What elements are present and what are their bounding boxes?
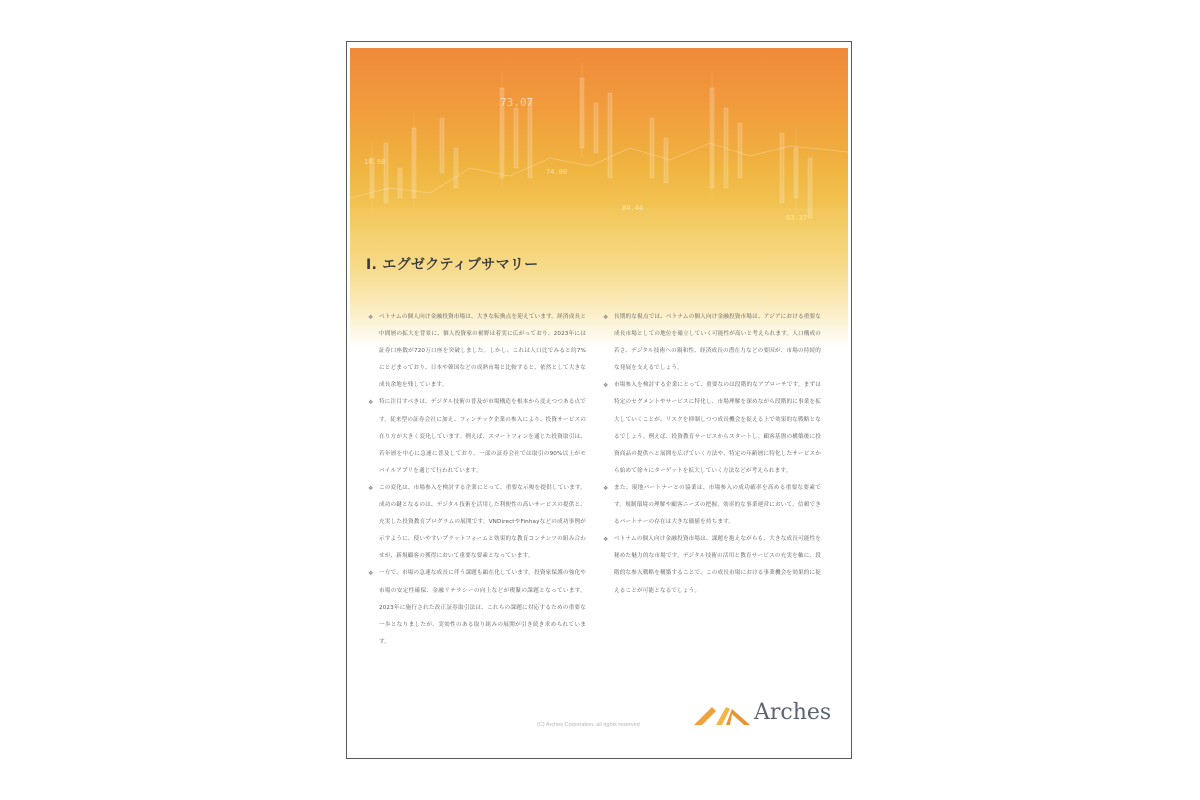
copyright-notice: (C) Arches Corporation. all rights reserved bbox=[537, 722, 640, 728]
list-item bbox=[368, 480, 586, 565]
diamond-bullet-icon: ❖ bbox=[368, 484, 374, 492]
ticker-value: 74.00 bbox=[546, 168, 568, 176]
diamond-bullet-icon: ❖ bbox=[368, 314, 374, 321]
list-item bbox=[603, 309, 821, 377]
bullet-text: この変化は、市場参入を検討する企業にとって、重要な示唆を提供しています。成功の鍵となるのは、デジタル技術を活用した利便性の高いサービスの提供と、充実した投資教育プログラムの展開です。VNDirectやFinhayなどの成功事例が示すように、使いやすいプラットフォームと効果的な教育コンテンツの組み合わせが、新規顧客の獲得において重要な要素となっています。 bbox=[379, 484, 586, 560]
diamond-bullet-icon: ❖ bbox=[368, 570, 374, 578]
arches-logo bbox=[692, 699, 832, 731]
list-item bbox=[368, 565, 586, 650]
report-page bbox=[346, 41, 852, 759]
left-column-bullets bbox=[368, 309, 586, 651]
diamond-bullet-icon: ❖ bbox=[603, 484, 609, 492]
arches-logo-icon bbox=[692, 699, 752, 729]
list-item bbox=[368, 309, 586, 394]
ticker-value: 73.07 bbox=[500, 96, 534, 109]
hero-banner bbox=[350, 48, 848, 348]
market-chart-background bbox=[350, 48, 848, 348]
bullet-text: ベトナムの個人向け金融投資市場は、大きな転換点を迎えています。経済成長と中間層の拡大を背景に、個人投資家の裾野は着実に広がっており、2023年には証券口座数が720万口座を突破しました。しかし、これは人口比でみると約7%にとどまっており、日本や韓国などの成熟市場と比較すると、依然として大きな成長余地を残しています。 bbox=[379, 314, 586, 389]
diamond-bullet-icon: ❖ bbox=[603, 314, 609, 321]
ticker-value: 84.44 bbox=[622, 204, 644, 212]
section-title: I. エグゼクティブサマリー bbox=[366, 257, 539, 273]
bullet-text: 特に注目すべきは、デジタル技術の普及が市場構造を根本から変えつつある点です。従来型の証券会社に加え、フィンテック企業の参入により、投資サービスの在り方が大きく変化しています。例えば、スマートフォンを通じた投資取引は、若年層を中心に急速に普及しており、一部の証券会社では取引の90%以上がモバイルアプリを通じて行われています。 bbox=[379, 399, 586, 474]
bullet-text: ベトナムの個人向け金融投資市場は、課題を抱えながらも、大きな成長可能性を秘めた魅力的な市場です。デジタル技術の活用と教育サービスの充実を軸に、段階的な参入戦略を構築することで、この成長市場における事業機会を効果的に捉えることが可能となるでしょう。 bbox=[614, 536, 821, 594]
list-item bbox=[603, 531, 821, 599]
bullet-text: 一方で、市場の急速な成長に伴う課題も顕在化しています。投資家保護の強化や市場の安定性確保、金融リテラシーの向上などが喫緊の課題となっています。2023年に施行された改正証券取引法は、これらの課題に対応するための重要な一歩となりましたが、実効性のある取り組みの展開が引き続き求められています。 bbox=[379, 570, 586, 645]
bullet-text: 長期的な視点では、ベトナムの個人向け金融投資市場は、アジアにおける重要な成長市場としての地位を確立していく可能性が高いと考えられます。人口構成の若さ、デジタル技術への親和性、経済成長の潜在力などの要因が、市場の持続的な発展を支えるでしょう。 bbox=[614, 314, 821, 372]
list-item bbox=[603, 377, 821, 480]
list-item bbox=[368, 394, 586, 479]
diamond-bullet-icon: ❖ bbox=[368, 399, 374, 407]
bullet-text: 市場参入を検討する企業にとって、重要なのは段階的なアプローチです。まずは特定のセグメントやサービスに特化し、市場理解を深めながら段階的に事業を拡大していくことが、リスクを抑制しつつ成長機会を捉える上で効果的な戦略となるでしょう。例えば、投資教育サービスからスタートし、顧客基盤の構築後に投資商品の提供へと展開を広げていく方法や、特定の年齢層に特化したサービスから始めて徐々にターゲットを拡大していく方法などが考えられます。 bbox=[614, 382, 821, 474]
diamond-bullet-icon: ❖ bbox=[603, 382, 609, 390]
right-column-bullets bbox=[603, 309, 821, 600]
bullet-text: また、現地パートナーとの協業は、市場参入の成功確率を高める重要な要素です。規制環境の理解や顧客ニーズの把握、効率的な事業運営において、信頼できるパートナーの存在は大きな価値を持ちます。 bbox=[614, 484, 821, 526]
diamond-bullet-icon: ❖ bbox=[603, 536, 609, 544]
logo-wordmark: Arches bbox=[754, 700, 832, 725]
ticker-value: 10.98 bbox=[364, 158, 386, 166]
ticker-value: 63.37 bbox=[786, 214, 808, 222]
list-item bbox=[603, 480, 821, 531]
